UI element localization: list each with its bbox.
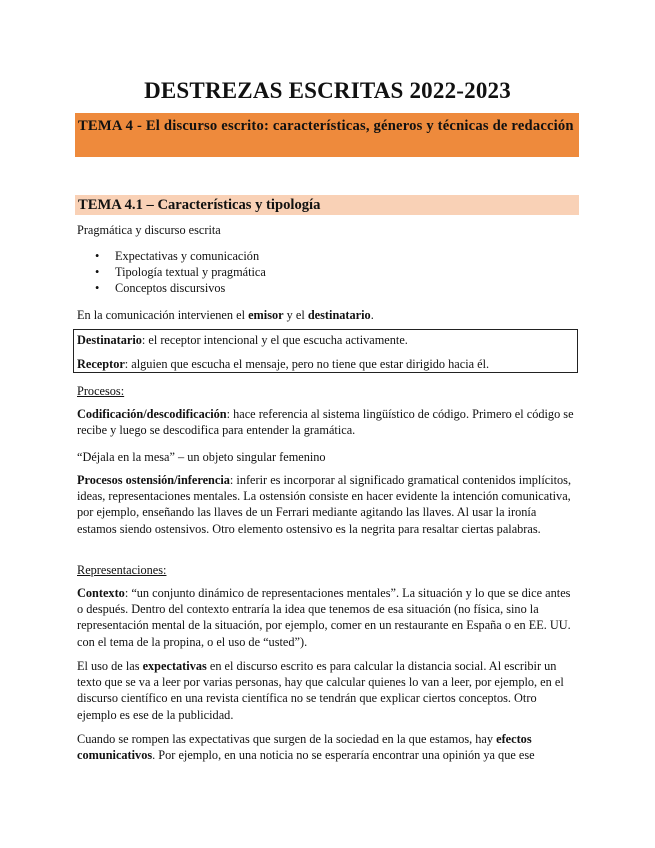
- topic-list: [95, 248, 555, 297]
- intro-line: Pragmática y discurso escrita: [77, 223, 221, 237]
- procesos-label: Procesos:: [77, 384, 125, 398]
- document-title: DESTREZAS ESCRITAS 2022-2023: [144, 78, 511, 103]
- subtema-header: TEMA 4.1 – Características y tipología: [75, 195, 579, 215]
- bullet-glyph: •: [95, 249, 100, 263]
- interact-line: En la comunicación intervienen el emisor y el destinatario.: [77, 308, 374, 322]
- codificacion-paragraph: Codificación/descodificación: hace referencia al sistema lingüístico de código. Primero el código se recibe y luego se descodifica para entender la gramática.: [77, 407, 574, 438]
- contexto-paragraph: Contexto: “un conjunto dinámico de representaciones mentales”. La situación y lo que se dice antes o después. Dentro del contexto entraría la idea que tenemos de esa situación (no física, sino la representación mental de la situación, por ejemplo, comer en un restaurante en España o en EE. UU. con el tema de la propina, o el uso de “usted”).: [77, 586, 571, 649]
- list-item-text: Tipología textual y pragmática: [115, 265, 266, 280]
- list-item: [95, 248, 555, 264]
- list-item: [95, 280, 555, 296]
- destinatario-definition: Destinatario: el receptor intencional y el que escucha activamente.: [77, 333, 408, 347]
- ostension-paragraph: Procesos ostensión/inferencia: inferir es incorporar al significado gramatical contenidos implícitos, ideas, representaciones mentales. La ostensión consiste en hacer evidente la intención comunicativa, por ejemplo, enseñando las llaves de un Ferrari mediante agitando las llaves. Al usar la ironía estamos siendo ostensivos. Otro elemento ostensivo es la negrita para resaltar ciertas palabras.: [77, 473, 572, 536]
- quote-line: “Déjala en la mesa” – un objeto singular femenino: [77, 450, 326, 464]
- destinatario-term: destinatario: [307, 308, 371, 322]
- list-item-text: Conceptos discursivos: [115, 281, 226, 296]
- list-item: [95, 264, 555, 280]
- tema-header: TEMA 4 - El discurso escrito: características, géneros y técnicas de redacción: [75, 113, 579, 157]
- list-item-text: Expectativas y comunicación: [115, 249, 260, 263]
- expectativas-paragraph: El uso de las expectativas en el discurso escrito es para calcular la distancia social. Al escribir un texto que se va a leer por varias personas, hay que calcular quienes lo van a leer, por ejemplo, en el discurso científico en una revista científica no se tendrán que explicar ciertos conceptos. Otro ejemplo es ese de la publicidad.: [77, 659, 564, 722]
- emisor-term: emisor: [248, 308, 284, 322]
- representaciones-label: Representaciones:: [77, 563, 167, 577]
- bullet-glyph: •: [95, 265, 100, 280]
- efectos-paragraph: Cuando se rompen las expectativas que surgen de la sociedad en la que estamos, hay efectos comunicativos. Por ejemplo, en una noticia no se esperaría encontrar una opinión ya que ese: [77, 732, 535, 763]
- receptor-definition: Receptor: alguien que escucha el mensaje, pero no tiene que estar dirigido hacia él.: [77, 357, 490, 371]
- bullet-glyph: •: [95, 281, 100, 296]
